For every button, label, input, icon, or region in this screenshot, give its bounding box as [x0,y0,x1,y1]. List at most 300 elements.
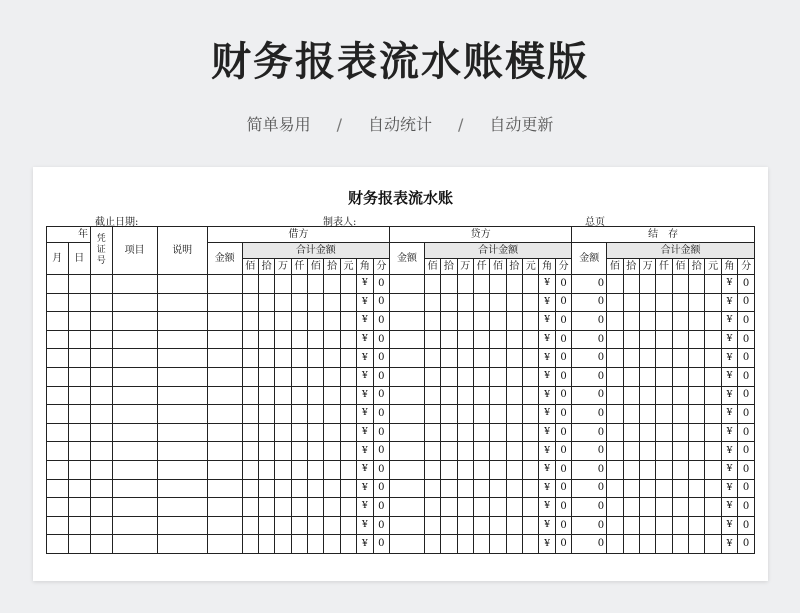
credit-digit-cell[interactable] [490,479,506,498]
debit-amount-cell[interactable] [207,330,242,349]
credit-digit-cell[interactable] [473,275,489,294]
debit-digit-cell[interactable] [242,423,258,442]
balance-digit-cell[interactable] [672,386,688,405]
day-cell[interactable] [68,460,91,479]
credit-fen-cell[interactable]: 0 [555,516,571,535]
debit-digit-cell[interactable] [258,423,274,442]
credit-fen-cell[interactable]: 0 [555,330,571,349]
balance-fen-cell[interactable]: 0 [738,442,755,461]
voucher-cell[interactable] [91,293,113,312]
debit-amount-cell[interactable] [207,442,242,461]
day-cell[interactable] [68,442,91,461]
credit-digit-cell[interactable] [523,460,539,479]
balance-yen-cell[interactable]: ¥ [721,386,737,405]
balance-digit-cell[interactable] [689,367,705,386]
credit-digit-cell[interactable] [523,405,539,424]
credit-digit-cell[interactable] [457,367,473,386]
credit-digit-cell[interactable] [441,460,457,479]
voucher-cell[interactable] [91,423,113,442]
credit-digit-cell[interactable] [490,498,506,517]
balance-digit-cell[interactable] [656,498,672,517]
credit-fen-cell[interactable]: 0 [555,349,571,368]
debit-digit-cell[interactable] [340,498,356,517]
balance-digit-cell[interactable] [705,442,721,461]
balance-fen-cell[interactable]: 0 [738,349,755,368]
credit-fen-cell[interactable]: 0 [555,312,571,331]
balance-digit-cell[interactable] [623,330,639,349]
balance-digit-cell[interactable] [656,330,672,349]
debit-digit-cell[interactable] [324,479,340,498]
debit-digit-cell[interactable] [258,293,274,312]
balance-amount-cell[interactable]: 0 [572,312,607,331]
balance-digit-cell[interactable] [623,405,639,424]
voucher-cell[interactable] [91,516,113,535]
credit-yen-cell[interactable]: ¥ [539,460,555,479]
credit-fen-cell[interactable]: 0 [555,498,571,517]
balance-amount-cell[interactable]: 0 [572,442,607,461]
credit-fen-cell[interactable]: 0 [555,479,571,498]
balance-digit-cell[interactable] [607,293,623,312]
debit-digit-cell[interactable] [242,460,258,479]
balance-digit-cell[interactable] [607,516,623,535]
debit-digit-cell[interactable] [275,460,291,479]
balance-digit-cell[interactable] [656,516,672,535]
credit-amount-cell[interactable] [390,516,425,535]
debit-amount-cell[interactable] [207,386,242,405]
credit-yen-cell[interactable]: ¥ [539,442,555,461]
credit-fen-cell[interactable]: 0 [555,275,571,294]
day-cell[interactable] [68,312,91,331]
credit-digit-cell[interactable] [441,330,457,349]
balance-digit-cell[interactable] [672,516,688,535]
debit-digit-cell[interactable] [258,349,274,368]
balance-digit-cell[interactable] [639,405,655,424]
credit-digit-cell[interactable] [441,479,457,498]
balance-digit-cell[interactable] [689,479,705,498]
credit-digit-cell[interactable] [424,330,440,349]
balance-digit-cell[interactable] [656,405,672,424]
credit-digit-cell[interactable] [490,349,506,368]
credit-yen-cell[interactable]: ¥ [539,535,555,554]
debit-fen-cell[interactable]: 0 [373,442,389,461]
description-cell[interactable] [157,460,207,479]
debit-digit-cell[interactable] [340,423,356,442]
description-cell[interactable] [157,405,207,424]
debit-yen-cell[interactable]: ¥ [357,275,373,294]
debit-fen-cell[interactable]: 0 [373,498,389,517]
debit-yen-cell[interactable]: ¥ [357,312,373,331]
debit-yen-cell[interactable]: ¥ [357,386,373,405]
credit-yen-cell[interactable]: ¥ [539,312,555,331]
debit-fen-cell[interactable]: 0 [373,367,389,386]
description-cell[interactable] [157,349,207,368]
debit-digit-cell[interactable] [291,498,307,517]
credit-yen-cell[interactable]: ¥ [539,330,555,349]
balance-digit-cell[interactable] [607,386,623,405]
debit-digit-cell[interactable] [291,423,307,442]
balance-amount-cell[interactable]: 0 [572,349,607,368]
credit-digit-cell[interactable] [424,293,440,312]
credit-digit-cell[interactable] [441,386,457,405]
debit-digit-cell[interactable] [242,349,258,368]
balance-amount-cell[interactable]: 0 [572,275,607,294]
voucher-cell[interactable] [91,442,113,461]
credit-amount-cell[interactable] [390,275,425,294]
debit-digit-cell[interactable] [242,479,258,498]
balance-digit-cell[interactable] [639,442,655,461]
debit-digit-cell[interactable] [242,516,258,535]
description-cell[interactable] [157,275,207,294]
credit-digit-cell[interactable] [457,442,473,461]
balance-amount-cell[interactable]: 0 [572,516,607,535]
balance-yen-cell[interactable]: ¥ [721,442,737,461]
credit-amount-cell[interactable] [390,442,425,461]
debit-digit-cell[interactable] [324,386,340,405]
credit-digit-cell[interactable] [457,275,473,294]
debit-yen-cell[interactable]: ¥ [357,293,373,312]
credit-digit-cell[interactable] [473,479,489,498]
description-cell[interactable] [157,423,207,442]
balance-amount-cell[interactable]: 0 [572,460,607,479]
debit-digit-cell[interactable] [291,330,307,349]
debit-digit-cell[interactable] [291,442,307,461]
debit-yen-cell[interactable]: ¥ [357,330,373,349]
debit-yen-cell[interactable]: ¥ [357,516,373,535]
balance-digit-cell[interactable] [639,330,655,349]
day-cell[interactable] [68,275,91,294]
debit-fen-cell[interactable]: 0 [373,312,389,331]
debit-digit-cell[interactable] [258,442,274,461]
debit-fen-cell[interactable]: 0 [373,386,389,405]
credit-digit-cell[interactable] [473,423,489,442]
balance-fen-cell[interactable]: 0 [738,479,755,498]
description-cell[interactable] [157,498,207,517]
credit-digit-cell[interactable] [473,405,489,424]
balance-digit-cell[interactable] [689,293,705,312]
item-cell[interactable] [112,442,157,461]
balance-digit-cell[interactable] [607,460,623,479]
credit-digit-cell[interactable] [457,330,473,349]
item-cell[interactable] [112,405,157,424]
debit-digit-cell[interactable] [242,275,258,294]
credit-amount-cell[interactable] [390,330,425,349]
debit-yen-cell[interactable]: ¥ [357,460,373,479]
debit-digit-cell[interactable] [324,312,340,331]
balance-fen-cell[interactable]: 0 [738,516,755,535]
credit-digit-cell[interactable] [457,423,473,442]
balance-digit-cell[interactable] [705,330,721,349]
credit-digit-cell[interactable] [506,460,522,479]
credit-digit-cell[interactable] [424,275,440,294]
debit-digit-cell[interactable] [308,349,324,368]
balance-digit-cell[interactable] [705,275,721,294]
credit-digit-cell[interactable] [506,423,522,442]
balance-digit-cell[interactable] [656,275,672,294]
item-cell[interactable] [112,349,157,368]
balance-yen-cell[interactable]: ¥ [721,405,737,424]
debit-digit-cell[interactable] [291,367,307,386]
month-cell[interactable] [47,367,69,386]
credit-digit-cell[interactable] [523,535,539,554]
debit-digit-cell[interactable] [258,275,274,294]
credit-digit-cell[interactable] [457,293,473,312]
debit-digit-cell[interactable] [324,460,340,479]
credit-digit-cell[interactable] [441,405,457,424]
credit-digit-cell[interactable] [424,479,440,498]
credit-digit-cell[interactable] [473,367,489,386]
month-cell[interactable] [47,535,69,554]
debit-digit-cell[interactable] [340,479,356,498]
voucher-cell[interactable] [91,479,113,498]
credit-digit-cell[interactable] [473,349,489,368]
balance-digit-cell[interactable] [689,349,705,368]
balance-digit-cell[interactable] [607,442,623,461]
debit-digit-cell[interactable] [291,386,307,405]
balance-digit-cell[interactable] [689,386,705,405]
credit-fen-cell[interactable]: 0 [555,535,571,554]
debit-amount-cell[interactable] [207,312,242,331]
description-cell[interactable] [157,442,207,461]
debit-digit-cell[interactable] [308,498,324,517]
debit-digit-cell[interactable] [291,460,307,479]
item-cell[interactable] [112,479,157,498]
balance-digit-cell[interactable] [656,293,672,312]
balance-yen-cell[interactable]: ¥ [721,330,737,349]
debit-digit-cell[interactable] [242,367,258,386]
credit-digit-cell[interactable] [457,460,473,479]
debit-fen-cell[interactable]: 0 [373,405,389,424]
credit-digit-cell[interactable] [424,423,440,442]
debit-yen-cell[interactable]: ¥ [357,479,373,498]
credit-digit-cell[interactable] [490,330,506,349]
debit-digit-cell[interactable] [324,535,340,554]
credit-digit-cell[interactable] [490,405,506,424]
debit-digit-cell[interactable] [340,293,356,312]
balance-amount-cell[interactable]: 0 [572,293,607,312]
balance-digit-cell[interactable] [689,516,705,535]
debit-digit-cell[interactable] [308,423,324,442]
balance-digit-cell[interactable] [607,349,623,368]
balance-digit-cell[interactable] [705,535,721,554]
credit-yen-cell[interactable]: ¥ [539,293,555,312]
balance-digit-cell[interactable] [623,535,639,554]
credit-digit-cell[interactable] [424,516,440,535]
item-cell[interactable] [112,516,157,535]
balance-digit-cell[interactable] [607,423,623,442]
balance-fen-cell[interactable]: 0 [738,312,755,331]
debit-amount-cell[interactable] [207,460,242,479]
balance-digit-cell[interactable] [705,498,721,517]
credit-yen-cell[interactable]: ¥ [539,516,555,535]
credit-digit-cell[interactable] [490,460,506,479]
credit-digit-cell[interactable] [424,405,440,424]
balance-yen-cell[interactable]: ¥ [721,423,737,442]
balance-yen-cell[interactable]: ¥ [721,535,737,554]
credit-yen-cell[interactable]: ¥ [539,275,555,294]
balance-digit-cell[interactable] [656,535,672,554]
credit-digit-cell[interactable] [523,312,539,331]
debit-amount-cell[interactable] [207,423,242,442]
balance-amount-cell[interactable]: 0 [572,330,607,349]
balance-digit-cell[interactable] [689,498,705,517]
credit-amount-cell[interactable] [390,349,425,368]
debit-digit-cell[interactable] [308,330,324,349]
credit-digit-cell[interactable] [457,479,473,498]
balance-digit-cell[interactable] [623,275,639,294]
description-cell[interactable] [157,312,207,331]
debit-digit-cell[interactable] [275,367,291,386]
credit-digit-cell[interactable] [424,386,440,405]
day-cell[interactable] [68,516,91,535]
credit-digit-cell[interactable] [424,498,440,517]
balance-yen-cell[interactable]: ¥ [721,275,737,294]
credit-digit-cell[interactable] [473,293,489,312]
debit-digit-cell[interactable] [275,423,291,442]
debit-digit-cell[interactable] [324,516,340,535]
item-cell[interactable] [112,367,157,386]
credit-fen-cell[interactable]: 0 [555,293,571,312]
month-cell[interactable] [47,460,69,479]
credit-digit-cell[interactable] [473,535,489,554]
credit-yen-cell[interactable]: ¥ [539,423,555,442]
balance-digit-cell[interactable] [623,293,639,312]
debit-digit-cell[interactable] [340,535,356,554]
credit-digit-cell[interactable] [457,386,473,405]
credit-digit-cell[interactable] [441,349,457,368]
balance-digit-cell[interactable] [623,423,639,442]
item-cell[interactable] [112,275,157,294]
debit-digit-cell[interactable] [308,516,324,535]
credit-fen-cell[interactable]: 0 [555,423,571,442]
balance-digit-cell[interactable] [672,405,688,424]
balance-digit-cell[interactable] [623,498,639,517]
credit-digit-cell[interactable] [490,442,506,461]
credit-fen-cell[interactable]: 0 [555,386,571,405]
balance-amount-cell[interactable]: 0 [572,535,607,554]
debit-digit-cell[interactable] [258,330,274,349]
voucher-cell[interactable] [91,460,113,479]
debit-digit-cell[interactable] [291,349,307,368]
balance-yen-cell[interactable]: ¥ [721,312,737,331]
balance-digit-cell[interactable] [639,386,655,405]
balance-digit-cell[interactable] [705,405,721,424]
item-cell[interactable] [112,386,157,405]
description-cell[interactable] [157,367,207,386]
credit-digit-cell[interactable] [473,498,489,517]
balance-yen-cell[interactable]: ¥ [721,479,737,498]
debit-fen-cell[interactable]: 0 [373,349,389,368]
credit-digit-cell[interactable] [490,367,506,386]
credit-amount-cell[interactable] [390,535,425,554]
credit-digit-cell[interactable] [424,535,440,554]
debit-digit-cell[interactable] [242,498,258,517]
balance-digit-cell[interactable] [689,275,705,294]
debit-digit-cell[interactable] [308,479,324,498]
credit-digit-cell[interactable] [490,312,506,331]
debit-digit-cell[interactable] [291,479,307,498]
balance-digit-cell[interactable] [705,386,721,405]
balance-digit-cell[interactable] [705,312,721,331]
balance-fen-cell[interactable]: 0 [738,498,755,517]
debit-digit-cell[interactable] [324,498,340,517]
debit-digit-cell[interactable] [242,293,258,312]
debit-digit-cell[interactable] [242,442,258,461]
credit-digit-cell[interactable] [523,442,539,461]
credit-digit-cell[interactable] [523,330,539,349]
credit-digit-cell[interactable] [473,442,489,461]
debit-fen-cell[interactable]: 0 [373,330,389,349]
debit-digit-cell[interactable] [258,386,274,405]
credit-digit-cell[interactable] [441,312,457,331]
balance-digit-cell[interactable] [607,535,623,554]
debit-digit-cell[interactable] [291,275,307,294]
debit-digit-cell[interactable] [340,386,356,405]
balance-fen-cell[interactable]: 0 [738,367,755,386]
debit-digit-cell[interactable] [340,405,356,424]
balance-digit-cell[interactable] [705,293,721,312]
description-cell[interactable] [157,479,207,498]
balance-digit-cell[interactable] [672,330,688,349]
balance-amount-cell[interactable]: 0 [572,386,607,405]
debit-digit-cell[interactable] [258,460,274,479]
credit-digit-cell[interactable] [473,312,489,331]
month-cell[interactable] [47,498,69,517]
credit-digit-cell[interactable] [523,293,539,312]
credit-amount-cell[interactable] [390,312,425,331]
debit-digit-cell[interactable] [324,275,340,294]
balance-digit-cell[interactable] [623,349,639,368]
balance-digit-cell[interactable] [623,460,639,479]
debit-amount-cell[interactable] [207,293,242,312]
credit-digit-cell[interactable] [424,349,440,368]
credit-digit-cell[interactable] [523,386,539,405]
debit-amount-cell[interactable] [207,349,242,368]
credit-digit-cell[interactable] [490,535,506,554]
balance-digit-cell[interactable] [656,460,672,479]
debit-digit-cell[interactable] [242,312,258,331]
debit-fen-cell[interactable]: 0 [373,460,389,479]
credit-amount-cell[interactable] [390,498,425,517]
balance-digit-cell[interactable] [656,423,672,442]
credit-digit-cell[interactable] [457,349,473,368]
debit-amount-cell[interactable] [207,479,242,498]
voucher-cell[interactable] [91,367,113,386]
debit-digit-cell[interactable] [340,516,356,535]
month-cell[interactable] [47,516,69,535]
balance-digit-cell[interactable] [705,367,721,386]
debit-digit-cell[interactable] [340,349,356,368]
balance-digit-cell[interactable] [656,479,672,498]
balance-digit-cell[interactable] [705,423,721,442]
month-cell[interactable] [47,349,69,368]
item-cell[interactable] [112,330,157,349]
balance-digit-cell[interactable] [689,535,705,554]
balance-digit-cell[interactable] [607,312,623,331]
credit-amount-cell[interactable] [390,460,425,479]
debit-digit-cell[interactable] [291,312,307,331]
balance-digit-cell[interactable] [672,312,688,331]
debit-digit-cell[interactable] [324,442,340,461]
balance-digit-cell[interactable] [623,386,639,405]
debit-digit-cell[interactable] [308,405,324,424]
balance-amount-cell[interactable]: 0 [572,405,607,424]
debit-digit-cell[interactable] [275,479,291,498]
credit-digit-cell[interactable] [441,293,457,312]
month-cell[interactable] [47,386,69,405]
credit-digit-cell[interactable] [523,479,539,498]
month-cell[interactable] [47,442,69,461]
debit-yen-cell[interactable]: ¥ [357,498,373,517]
